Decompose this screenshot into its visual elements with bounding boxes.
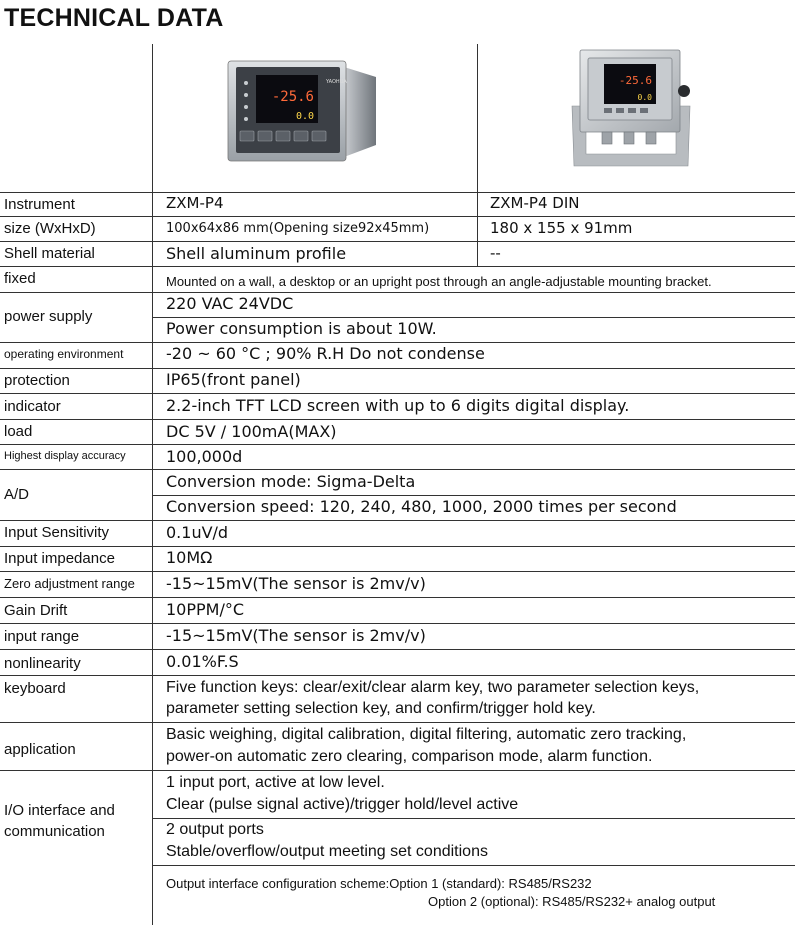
keyboard-value-2: parameter setting selection key, and confirm/trigger hold key. <box>166 700 596 717</box>
io-config-line-1: Output interface configuration scheme:Option 1 (standard): RS485/RS232 <box>166 876 592 891</box>
protection-label: protection <box>4 372 70 389</box>
input-range-value: -15~15mV(The sensor is 2mv/v) <box>166 626 426 645</box>
panel-display-main: -25.6 <box>271 89 314 105</box>
fixed-value: Mounted on a wall, a desktop or an upright post through an angle-adjustable mounting bracket. <box>166 274 712 289</box>
env-value: -20 ~ 60 °C ; 90% R.H Do not condense <box>166 344 485 363</box>
fixed-label: fixed <box>4 270 36 287</box>
accuracy-value: 100,000d <box>166 447 243 466</box>
io-label-line-2: communication <box>4 823 105 840</box>
row-rule <box>152 495 795 496</box>
instrument-divider <box>477 44 478 267</box>
indicator-value: 2.2-inch TFT LCD screen with up to 6 digits digital display. <box>166 396 630 415</box>
row-rule <box>0 770 795 771</box>
row-rule <box>0 546 795 547</box>
row-rule <box>0 216 795 217</box>
io-label-line-1: I/O interface and <box>4 802 115 819</box>
io-input-line-2: Clear (pulse signal active)/trigger hold/level active <box>166 796 519 813</box>
row-rule <box>0 623 795 624</box>
power-label: power supply <box>4 308 93 325</box>
zero-label: Zero adjustment range <box>4 576 135 591</box>
row-rule <box>152 865 795 866</box>
env-label: operating environment <box>4 347 124 361</box>
load-value: DC 5V / 100mA(MAX) <box>166 422 337 441</box>
keyboard-label: keyboard <box>4 680 66 697</box>
io-input-line-1: 1 input port, active at low level. <box>166 774 385 791</box>
shell-label: Shell material <box>4 245 95 262</box>
row-rule <box>152 818 795 819</box>
row-rule <box>0 649 795 650</box>
impedance-label: Input impedance <box>4 550 115 567</box>
application-value-2: power-on automatic zero clearing, comparison mode, alarm function. <box>166 748 653 765</box>
row-rule <box>0 675 795 676</box>
load-label: load <box>4 423 33 440</box>
io-output-line-2: Stable/overflow/output meeting set conditions <box>166 843 488 860</box>
row-rule <box>0 722 795 723</box>
power-value-1: 220 VAC 24VDC <box>166 294 294 313</box>
protection-value: IP65(front panel) <box>166 370 301 389</box>
din-display-sub: 0.0 <box>637 93 652 102</box>
sensitivity-label: Input Sensitivity <box>4 524 110 541</box>
row-rule <box>0 192 795 193</box>
column-divider <box>152 44 153 925</box>
row-rule <box>0 571 795 572</box>
indicator-label: indicator <box>4 398 61 415</box>
row-rule <box>152 317 795 318</box>
nonlinearity-label: nonlinearity <box>4 655 81 672</box>
row-rule <box>0 520 795 521</box>
application-value-1: Basic weighing, digital calibration, digital filtering, automatic zero tracking, <box>166 726 687 743</box>
row-rule <box>0 241 795 242</box>
impedance-value: 10MΩ <box>166 548 213 567</box>
panel-display-sub: 0.0 <box>295 111 314 122</box>
ad-value-2: Conversion speed: 120, 240, 480, 1000, 2000 times per second <box>166 497 677 516</box>
instrument-label: Instrument <box>4 196 75 213</box>
sensitivity-value: 0.1uV/d <box>166 523 229 542</box>
instrument-model-1: ZXM-P4 <box>166 194 224 212</box>
io-config-line-2: Option 2 (optional): RS485/RS232+ analog output <box>428 894 716 909</box>
size-value-1: 100x64x86 mm(Opening size92x45mm) <box>166 221 430 236</box>
ad-label: A/D <box>4 486 30 503</box>
row-rule <box>0 368 795 369</box>
panel-instrument-image <box>226 57 378 165</box>
keyboard-value-1: Five function keys: clear/exit/clear alarm key, two parameter selection keys, <box>166 679 700 696</box>
accuracy-label: Highest display accuracy <box>4 450 126 462</box>
shell-value-2: -- <box>490 244 501 262</box>
row-rule <box>0 469 795 470</box>
row-rule <box>0 419 795 420</box>
power-value-2: Power consumption is about 10W. <box>166 319 437 338</box>
application-label: application <box>4 741 76 758</box>
io-output-line-1: 2 output ports <box>166 821 264 838</box>
din-display-main: -25.6 <box>618 74 652 87</box>
size-label: size (WxHxD) <box>4 220 96 237</box>
size-value-2: 180 x 155 x 91mm <box>490 219 633 237</box>
row-rule <box>0 393 795 394</box>
nonlinearity-value: 0.01%F.S <box>166 652 239 671</box>
gain-value: 10PPM/°C <box>166 600 245 619</box>
shell-value-1: Shell aluminum profile <box>166 244 347 263</box>
gain-label: Gain Drift <box>4 602 68 619</box>
row-rule <box>0 444 795 445</box>
zero-value: -15~15mV(The sensor is 2mv/v) <box>166 574 426 593</box>
din-instrument-image <box>566 46 696 172</box>
page-title: TECHNICAL DATA <box>4 4 224 32</box>
row-rule <box>0 266 795 267</box>
row-rule <box>0 292 795 293</box>
input-range-label: input range <box>4 628 80 645</box>
instrument-model-2: ZXM-P4 DIN <box>490 194 580 212</box>
row-rule <box>0 342 795 343</box>
row-rule <box>0 597 795 598</box>
panel-brand: YAOHUA <box>326 79 347 85</box>
ad-value-1: Conversion mode: Sigma-Delta <box>166 472 416 491</box>
